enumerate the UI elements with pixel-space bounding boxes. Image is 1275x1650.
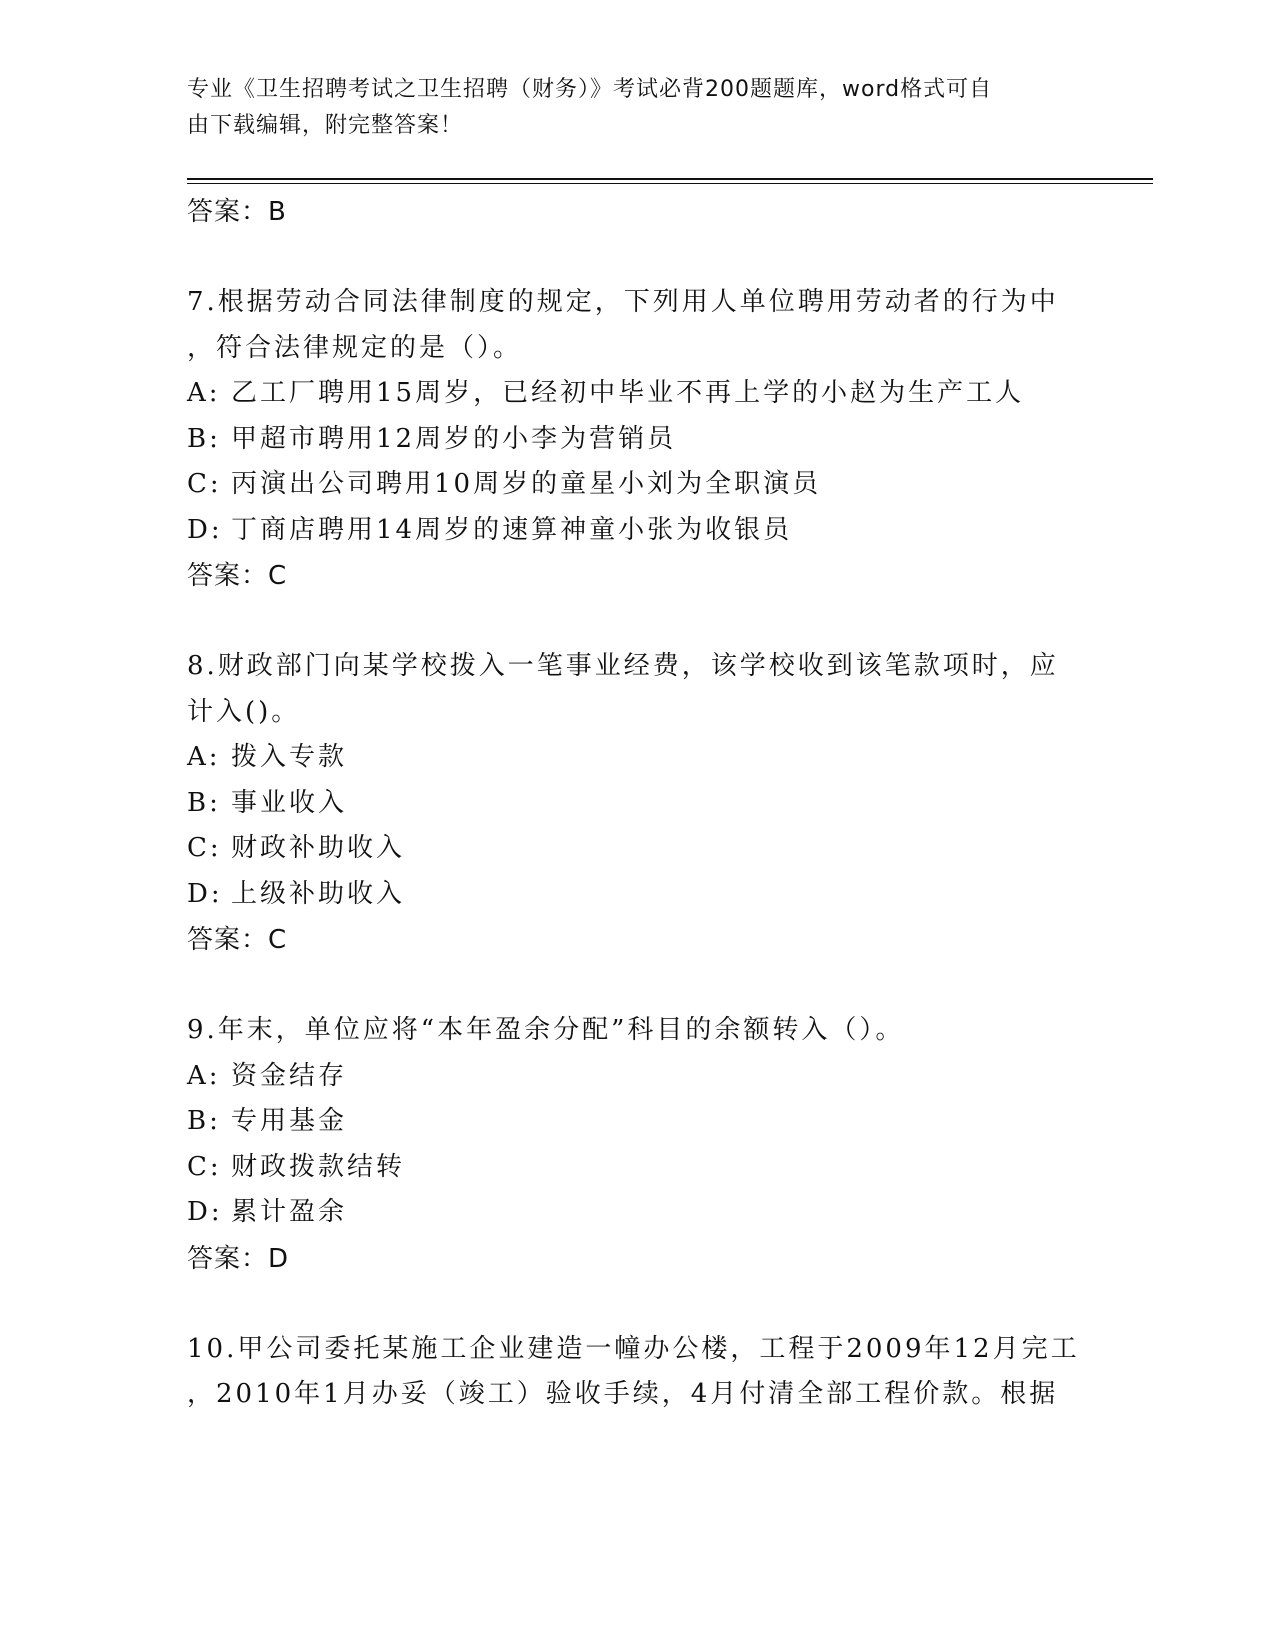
option-text: 拨入专款 (231, 742, 348, 772)
option-text: 累计盈余 (231, 1197, 348, 1227)
option-letter: A: (187, 378, 221, 408)
option-letter: B: (187, 1106, 221, 1136)
option-letter: B: (187, 423, 221, 454)
option-letter: D: (187, 514, 223, 545)
question-list (187, 189, 1087, 1418)
option-d (187, 1190, 1087, 1236)
answer-label: 答案：C (187, 561, 288, 591)
spacer (187, 599, 1087, 644)
option-text: 甲超市聘用12周岁的小李为营销员 (231, 423, 677, 454)
question-item (187, 1327, 1087, 1418)
option-letter: B: (187, 787, 221, 818)
option-d (187, 872, 1087, 918)
option-text: 资金结存 (231, 1060, 348, 1091)
question-item (187, 280, 1087, 599)
option-d (187, 508, 1087, 554)
option-a (187, 1054, 1087, 1100)
header-line-1: 专业《卫生招聘考试之卫生招聘（财务）》考试必背200题题库，word格式可自 (187, 77, 993, 102)
option-letter: A: (187, 1060, 221, 1091)
answer-label: 答案：C (187, 925, 288, 955)
question-stem-line: 9.年末，单位应将“本年盈余分配”科目的余额转入（）。 (187, 1015, 905, 1045)
option-b (187, 1099, 1087, 1145)
option-c (187, 1145, 1087, 1191)
question-stem-line: 7.根据劳动合同法律制度的规定，下列用人单位聘用劳动者的行为中 (187, 287, 1059, 317)
header-line-2: 由下载编辑，附完整答案！ (187, 113, 464, 138)
header-divider-thick (187, 178, 1153, 180)
spacer (187, 1282, 1087, 1327)
answer-label: 答案：B (187, 197, 287, 227)
option-letter: C: (187, 833, 222, 863)
question-stem-line: 10.甲公司委托某施工企业建造一幢办公楼，工程于2009年12月完工 (187, 1333, 1080, 1364)
spacer (187, 235, 1087, 280)
option-text: 事业收入 (231, 787, 348, 818)
option-b (187, 781, 1087, 827)
option-a (187, 735, 1087, 781)
option-letter: D: (187, 1197, 223, 1227)
option-text: 财政拨款结转 (231, 1151, 406, 1182)
option-text: 财政补助收入 (231, 833, 406, 863)
option-letter: D: (187, 878, 223, 909)
question-stem-line: ，符合法律规定的是（）。 (187, 332, 523, 363)
spacer (187, 963, 1087, 1008)
option-text: 丙演出公司聘用10周岁的童星小刘为全职演员 (231, 469, 822, 499)
option-c (187, 826, 1087, 872)
page-header (187, 72, 1087, 144)
option-text: 上级补助收入 (231, 878, 406, 909)
question-item (187, 1008, 1087, 1282)
option-letter: C: (187, 1151, 222, 1182)
header-divider-thin (187, 183, 1153, 184)
option-b (187, 417, 1087, 463)
option-letter: A: (187, 742, 221, 772)
question-stem-line: 计入()。 (187, 696, 301, 727)
question-stem-line: 8.财政部门向某学校拨入一笔事业经费，该学校收到该笔款项时，应 (187, 651, 1059, 681)
option-text: 专用基金 (231, 1106, 348, 1136)
answer-label: 答案：D (187, 1243, 290, 1274)
option-c (187, 462, 1087, 508)
question-item (187, 644, 1087, 963)
option-text: 丁商店聘用14周岁的速算神童小张为收银员 (231, 514, 793, 545)
option-letter: C: (187, 469, 222, 499)
question-stem-line: ，2010年1月办妥（竣工）验收手续，4月付清全部工程价款。根据 (187, 1379, 1059, 1409)
option-a (187, 371, 1087, 417)
option-text: 乙工厂聘用15周岁，已经初中毕业不再上学的小赵为生产工人 (231, 378, 1025, 408)
